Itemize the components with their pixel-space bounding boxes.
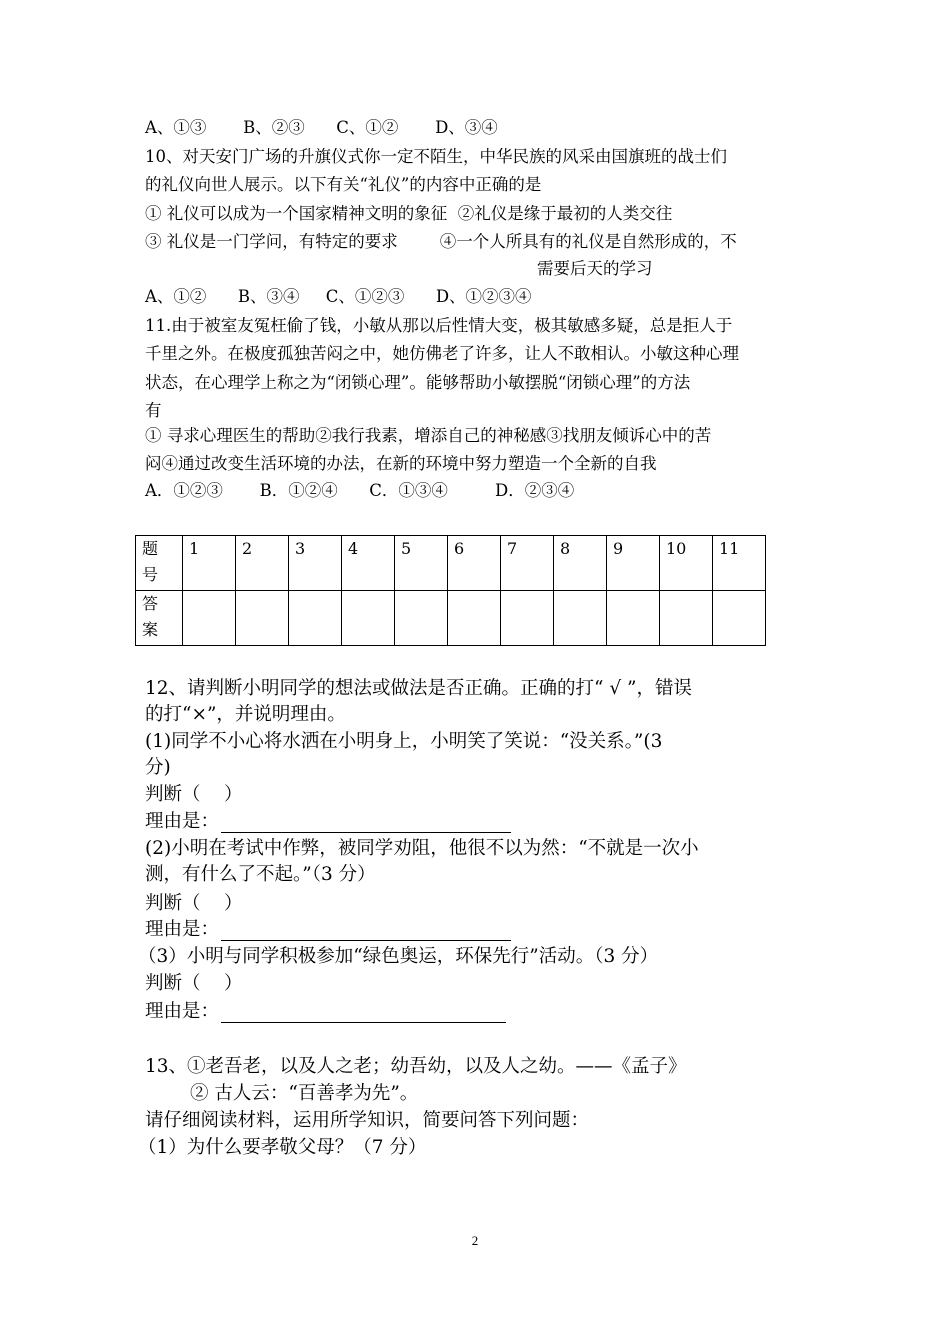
header-label-cell: 题 号 — [136, 536, 183, 591]
number-cell: 6 — [448, 536, 501, 591]
answer-label-cell: 答 案 — [136, 591, 183, 646]
q12-part1-line-1: (1)同学不小心将水洒在小明身上，小明笑了笑说：“没关系。”(3 — [145, 731, 663, 752]
q11-item-line-2: 闷④通过改变生活环境的办法，在新的环境中努力塑造一个全新的自我 — [145, 454, 657, 473]
table-row-numbers — [136, 536, 766, 591]
q12-part1-judge: 判断（ ） — [145, 784, 243, 805]
reason-blank[interactable] — [221, 1004, 506, 1023]
q11-stem-line-1: 11.由于被室友冤枉偷了钱，小敏从那以后性情大变，极其敏感多疑，总是拒人于 — [145, 316, 733, 335]
answer-cell[interactable] — [501, 591, 554, 646]
answer-cell[interactable] — [395, 591, 448, 646]
number-cell: 1 — [183, 536, 236, 591]
answer-cell[interactable] — [236, 591, 289, 646]
q13-material-1: 13、①老吾老，以及人之老；幼吾幼，以及人之幼。——《孟子》 — [145, 1056, 687, 1077]
answer-table — [135, 535, 766, 646]
q10-item-line-3: 需要后天的学习 — [537, 259, 653, 278]
q12-part3-reason: 理由是： — [145, 1001, 506, 1023]
reason-blank[interactable] — [221, 814, 511, 833]
reason-blank[interactable] — [221, 922, 511, 941]
number-cell: 3 — [289, 536, 342, 591]
answer-cell[interactable] — [289, 591, 342, 646]
q12-part2-judge: 判断（ ） — [145, 893, 243, 914]
q11-stem-line-3: 状态，在心理学上称之为“闭锁心理”。能够帮助小敏摆脱“闭锁心理”的方法 — [145, 373, 691, 392]
number-cell: 7 — [501, 536, 554, 591]
q12-part2-reason: 理由是： — [145, 919, 511, 941]
q11-options: A．①②③ B．①②④ C．①③④ D．②③④ — [145, 481, 575, 500]
number-cell: 10 — [660, 536, 713, 591]
q10-options: A、①② B、③④ C、①②③ D、①②③④ — [145, 287, 532, 306]
number-cell: 11 — [713, 536, 766, 591]
q12-part1-line-2: 分) — [145, 757, 171, 778]
number-cell: 4 — [342, 536, 395, 591]
number-cell: 2 — [236, 536, 289, 591]
q11-item-line-1: ① 寻求心理医生的帮助②我行我素，增添自己的神秘感③找朋友倾诉心中的苦 — [145, 426, 712, 445]
q12-part3-line-1: （3）小明与同学积极参加“绿色奥运，环保先行”活动。（3 分） — [138, 946, 659, 967]
q12-stem-line-2: 的打“×”，并说明理由。 — [145, 704, 346, 725]
number-cell: 9 — [607, 536, 660, 591]
q10-item-line-1: ① 礼仪可以成为一个国家精神文明的象征 ②礼仪是缘于最初的人类交往 — [145, 204, 673, 223]
number-cell: 8 — [554, 536, 607, 591]
q12-stem-line-1: 12、请判断小明同学的想法或做法是否正确。正确的打“ √ ”，错误 — [145, 678, 693, 699]
q11-stem-line-4: 有 — [145, 401, 162, 420]
q12-part2-line-1: (2)小明在考试中作弊，被同学劝阻，他很不以为然：“不就是一次小 — [145, 838, 699, 859]
q10-item-line-2: ③ 礼仪是一门学问，有特定的要求 ④一个人所具有的礼仪是自然形成的，不 — [145, 232, 737, 251]
answer-cell[interactable] — [342, 591, 395, 646]
q13-instruction: 请仔细阅读材料，运用所学知识，简要问答下列问题： — [145, 1110, 590, 1131]
answer-cell[interactable] — [607, 591, 660, 646]
table-row-answers — [136, 591, 766, 646]
answer-cell[interactable] — [660, 591, 713, 646]
q12-part2-line-2: 测，有什么了不起。”（3 分） — [145, 864, 376, 885]
q11-stem-line-2: 千里之外。在极度孤独苦闷之中，她仿佛老了许多，让人不敢相认。小敏这种心理 — [145, 344, 739, 363]
number-cell: 5 — [395, 536, 448, 591]
q10-stem-line-2: 的礼仪向世人展示。以下有关“礼仪”的内容中正确的是 — [145, 175, 542, 194]
answer-cell[interactable] — [183, 591, 236, 646]
answer-cell[interactable] — [448, 591, 501, 646]
answer-cell[interactable] — [713, 591, 766, 646]
answer-cell[interactable] — [554, 591, 607, 646]
q12-part1-reason: 理由是： — [145, 811, 511, 833]
q13-subquestion-1: （1）为什么要孝敬父母？（7 分） — [138, 1137, 427, 1158]
q10-stem-line-1: 10、对天安门广场的升旗仪式你一定不陌生，中华民族的风采由国旗班的战士们 — [145, 147, 727, 166]
page-number: 2 — [471, 1233, 479, 1248]
q12-part3-judge: 判断（ ） — [145, 973, 243, 994]
q13-material-2: ② 古人云：“百善孝为先”。 — [190, 1083, 419, 1104]
q9-options: A、①③ B、②③ C、①② D、③④ — [145, 118, 498, 137]
